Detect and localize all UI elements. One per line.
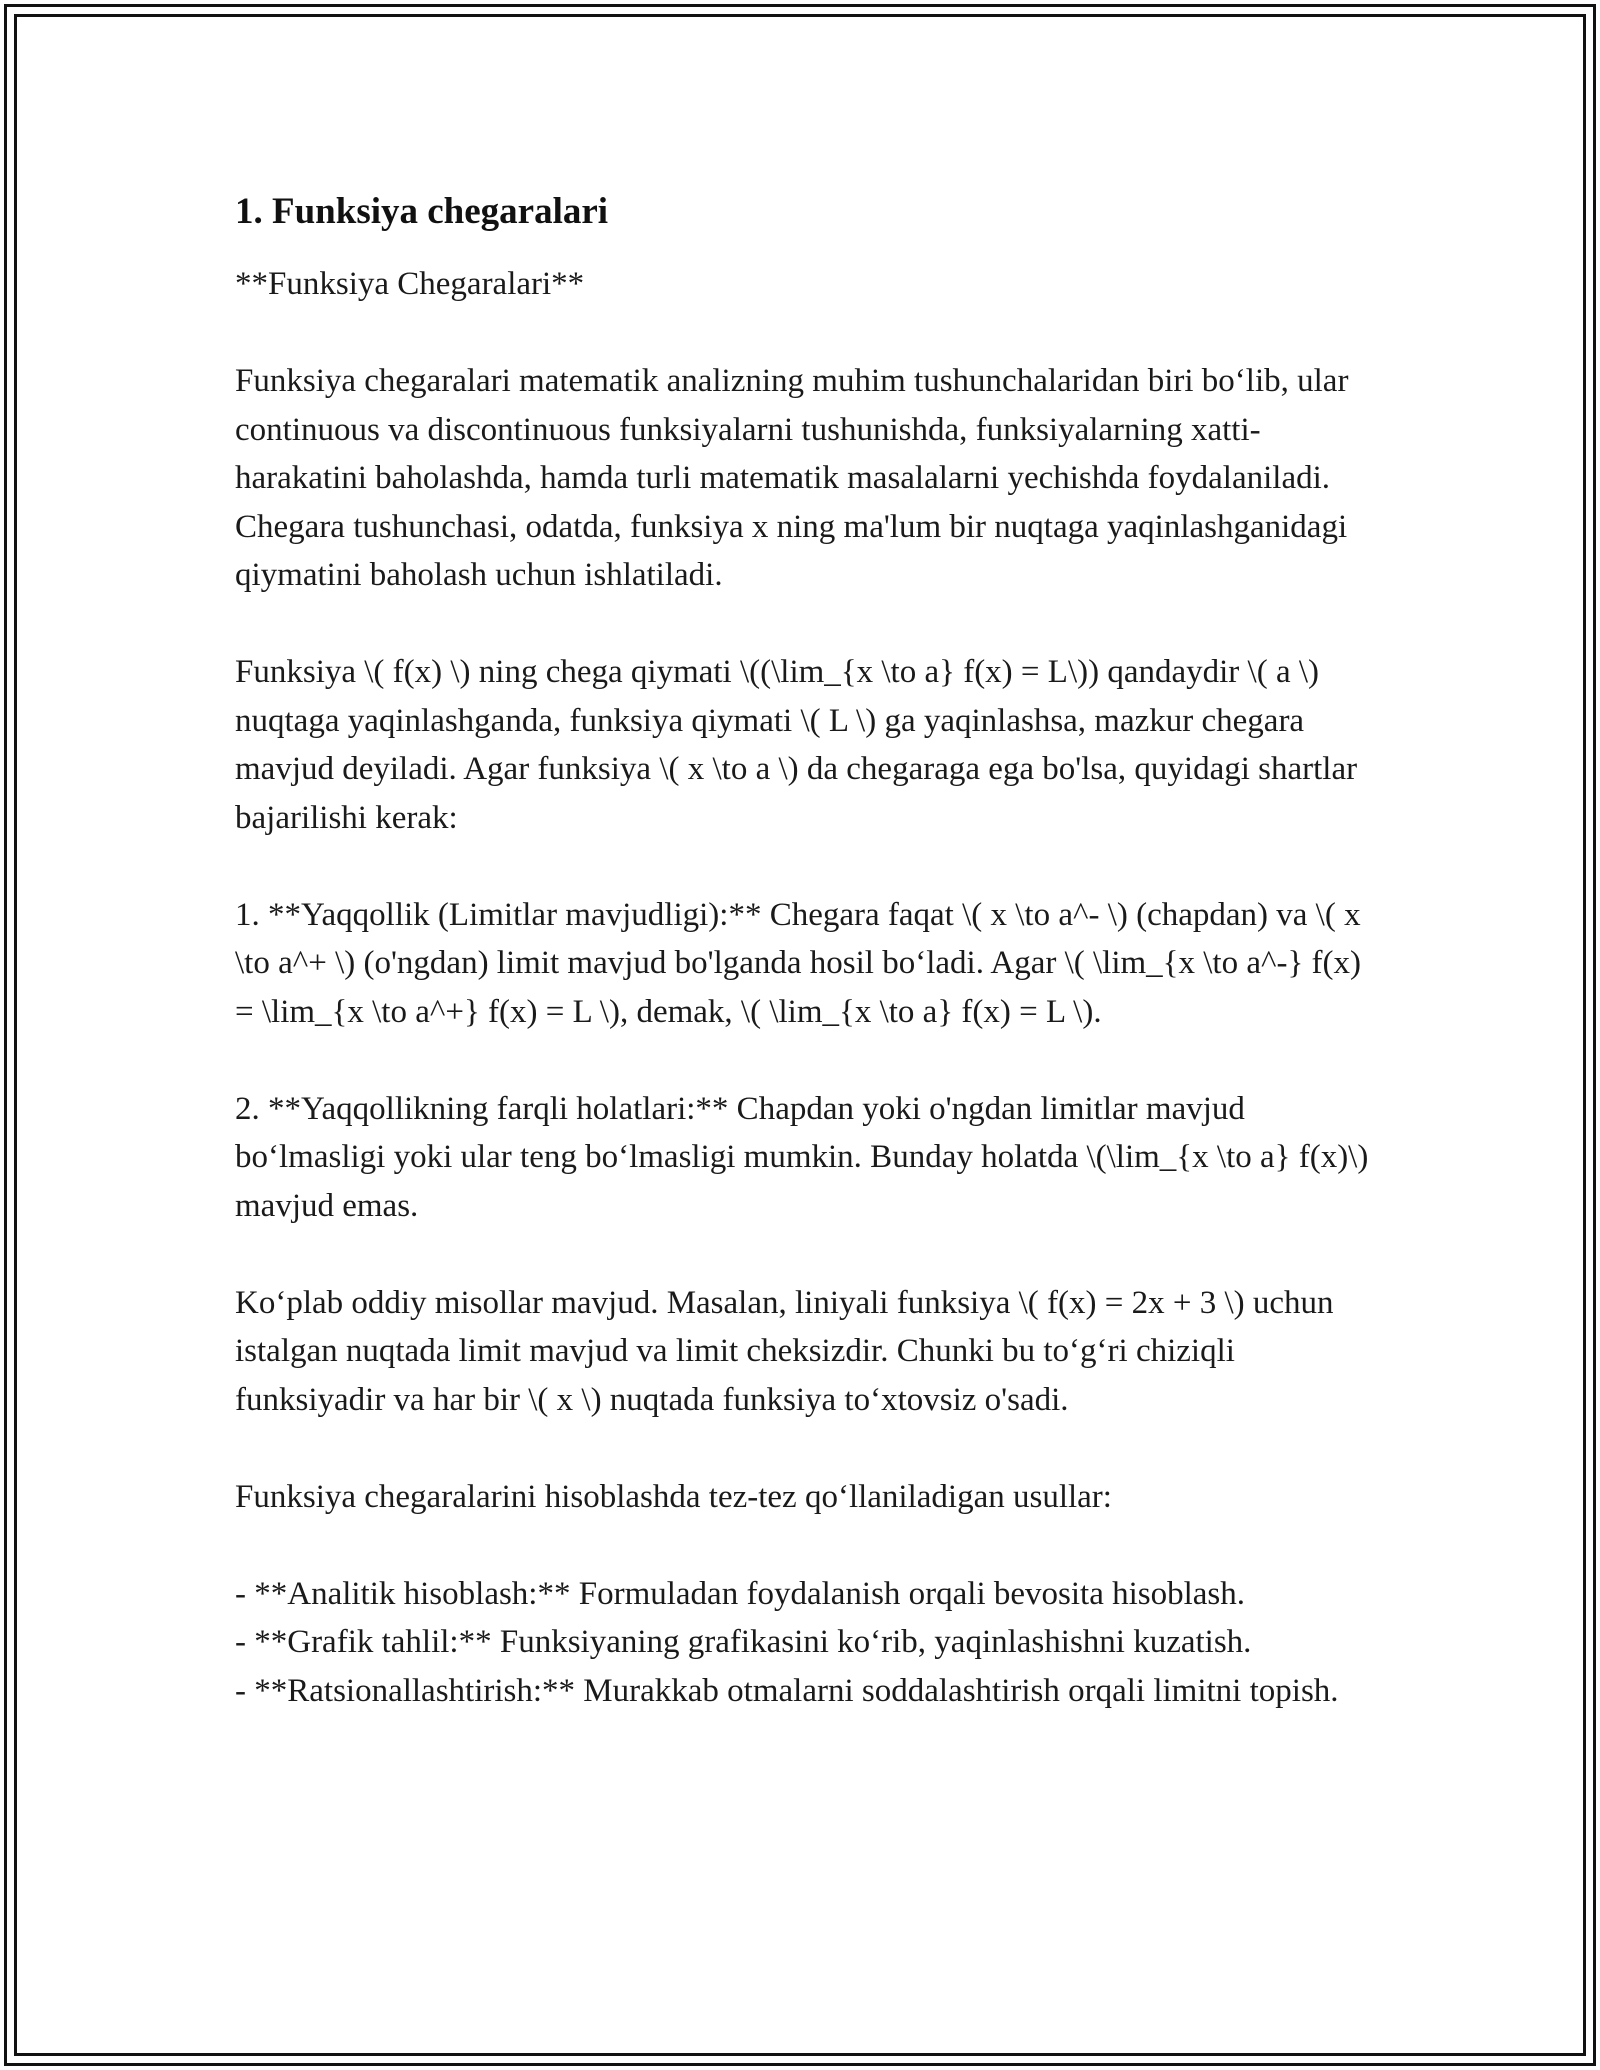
list-item: - **Grafik tahlil:** Funksiyaning grafikasini ko‘rib, yaqinlashishni kuzatish.: [235, 1624, 1252, 1660]
list-item: - **Analitik hisoblash:** Formuladan foydalanish orqali bevosita hisoblash.: [235, 1575, 1246, 1612]
paragraph-definition: Funksiya \( f(x) \) ning chega qiymati \((\lim_{x \to a} f(x) = L\)) qandaydir \( a \) nuqtaga yaqinlashganda, funksiya qiymati \( L \) ga yaqinlashsa, mazkur chegara mavjud deyiladi. Agar funksiya \( x \to a \) da chegaraga ega bo'lsa, quyidagi shartlar bajarilishi kerak:: [235, 654, 1358, 836]
section-heading: 1. Funksiya chegaralari: [235, 191, 609, 232]
paragraph-methods-intro: Funksiya chegaralarini hisoblashda tez-tez qo‘llaniladigan usullar:: [235, 1478, 1112, 1515]
paragraph-examples: Ko‘plab oddiy misollar mavjud. Masalan, liniyali funksiya \( f(x) = 2x + 3 \) uchun istalgan nuqtada limit mavjud va limit cheksizdir. Chunki bu to‘g‘ri chiziqli funksiyadir va har bir \( x \) nuqtada funksiya to‘xtovsiz o'sadi.: [235, 1284, 1334, 1418]
bold-subtitle: **Funksiya Chegaralari**: [235, 266, 585, 302]
methods-list: [235, 1570, 1375, 1716]
paragraph-condition-1: 1. **Yaqqollik (Limitlar mavjudligi):** Chegara faqat \( x \to a^- \) (chapdan) va \( x \to a^+ \) (o'ngdan) limit mavjud bo'lganda hosil bo‘ladi. Agar \( \lim_{x \to a^-} f(x) = \lim_{x \to a^+} f(x) = L \), demak, \( \lim_{x \to a} f(x) = L \).: [235, 896, 1362, 1030]
paragraph-condition-2: 2. **Yaqqollikning farqli holatlari:** Chapdan yoki o'ngdan limitlar mavjud bo‘lmasligi yoki ular teng bo‘lmasligi mumkin. Bunday holatda \(\lim_{x \to a} f(x)\) mavjud emas.: [235, 1090, 1369, 1224]
paragraph-intro: Funksiya chegaralari matematik analizning muhim tushunchalaridan biri bo‘lib, ular continuous va discontinuous funksiyalarni tushunishda, funksiyalarning xatti-harakatini baholashda, hamda turli matematik masalalarni yechishda foydalaniladi. Chegara tushunchasi, odatda, funksiya x ning ma'lum bir nuqtaga yaqinlashganidagi qiymatini baholash uchun ishlatiladi.: [235, 363, 1349, 593]
list-item: - **Ratsionallashtirish:** Murakkab otmalarni soddalashtirish orqali limitni topish.: [235, 1672, 1339, 1709]
document-page: [235, 188, 1375, 1715]
